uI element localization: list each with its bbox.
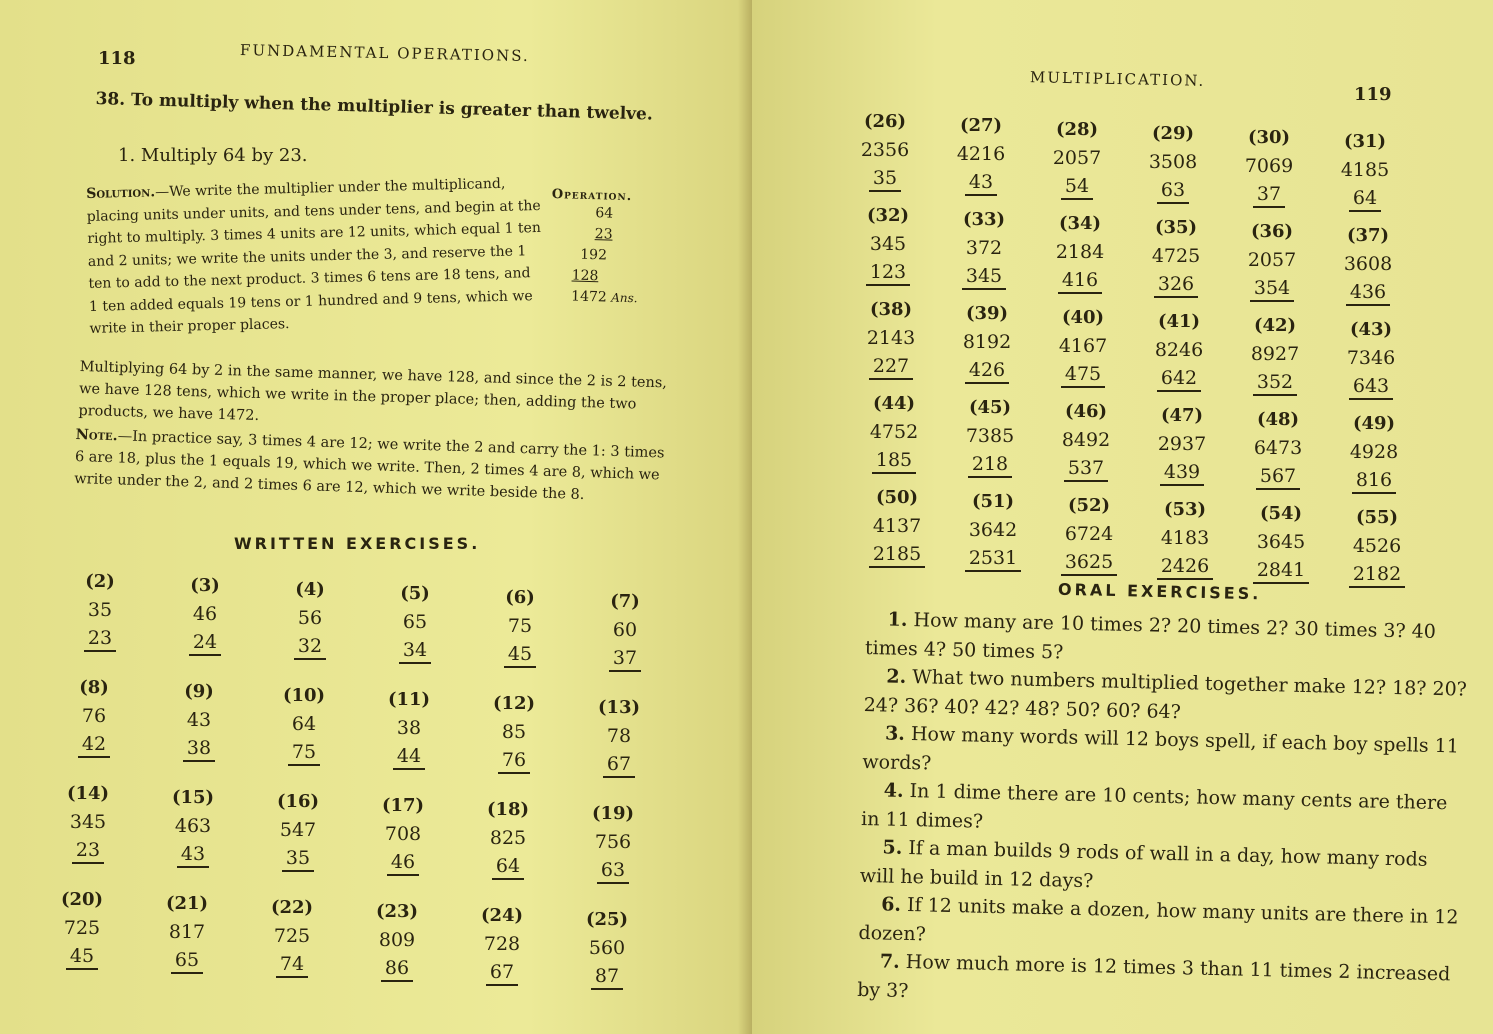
multiplicand: 2937 (1157, 433, 1207, 455)
multiplier: 43 (177, 843, 209, 868)
multiplier: 75 (288, 741, 320, 766)
multiplicand: 2057 (1052, 147, 1102, 169)
multiplier: 54 (1061, 175, 1093, 200)
oral-exercise-text: If 12 units make a dozen, how many units are there in 12 dozen? (858, 894, 1459, 945)
exercise-number: (18) (486, 799, 530, 820)
multiplier: 87 (591, 965, 623, 990)
multiplicand: 6473 (1253, 437, 1303, 459)
multiplier: 326 (1154, 273, 1198, 298)
multiplicand: 825 (489, 827, 527, 849)
exercise-problem (363, 792, 443, 876)
exercise-problem (375, 580, 455, 664)
exercise-problem (1334, 410, 1414, 494)
multiplicand: 46 (192, 603, 218, 625)
oral-exercise-number: 4. (883, 779, 904, 802)
multiplicand: 4725 (1151, 245, 1201, 267)
running-head: FUNDAMENTAL OPERATIONS. (239, 40, 530, 66)
answer-suffix: Ans. (611, 290, 638, 306)
exercise-number: (4) (295, 579, 325, 600)
oral-exercise-number: 6. (880, 893, 902, 916)
exercise-problem (1046, 398, 1126, 482)
exercise-problem (1043, 304, 1123, 388)
exercise-number: (46) (1064, 401, 1108, 422)
multiplier: 76 (498, 749, 530, 774)
multiplier: 352 (1253, 371, 1297, 396)
multiplier: 439 (1160, 461, 1204, 486)
oral-exercise-number: 5. (882, 836, 903, 859)
exercise-problem (252, 894, 332, 978)
exercise-number: (29) (1151, 123, 1195, 144)
exercise-number: (40) (1061, 307, 1105, 328)
exercise-problem (848, 202, 928, 286)
exercise-number: (21) (165, 893, 209, 914)
multiplicand: 345 (69, 811, 107, 833)
exercise-problem (857, 484, 937, 568)
operation-label: Operation. (551, 187, 633, 205)
exercise-number: (54) (1259, 503, 1303, 524)
multiplicand: 725 (273, 925, 311, 947)
exercise-problem (462, 902, 542, 986)
exercise-problem (258, 788, 338, 872)
exercise-number: (3) (190, 575, 220, 596)
multiplicand: 6724 (1064, 523, 1114, 545)
multiplier: 45 (66, 945, 98, 970)
multiplicand: 38 (396, 717, 422, 739)
exercise-number: (41) (1157, 311, 1201, 332)
oral-exercise-text: How much more is 12 times 3 than 11 times 2 increased by 3? (857, 950, 1451, 1002)
exercise-problem (1325, 128, 1405, 212)
multiplicand: 85 (501, 721, 527, 743)
oral-exercise-text: How many words will 12 boys spell, if each boy spells 11 words? (862, 723, 1460, 775)
multiplicand: 728 (483, 933, 521, 955)
multiplier: 567 (1256, 465, 1300, 490)
multiplier: 227 (869, 355, 913, 380)
multiplicand: 65 (402, 611, 428, 633)
multiplier: 123 (866, 261, 910, 286)
exercise-problem (950, 394, 1030, 478)
oral-exercise-text: If a man builds 9 rods of wall in a day, how many rods will he build in 12 days? (859, 837, 1428, 892)
multiplier: 45 (504, 643, 536, 668)
exercise-problem (1142, 402, 1222, 486)
exercise-problem (845, 108, 925, 192)
multiplier: 475 (1061, 363, 1105, 388)
exercise-number: (9) (184, 681, 214, 702)
multiplier: 23 (72, 839, 104, 864)
operation-line: 23 (594, 226, 613, 243)
exercise-number: (17) (381, 795, 425, 816)
multiplicand: 8246 (1154, 339, 1204, 361)
multiplicand: 64 (291, 713, 317, 735)
multiplier: 63 (597, 859, 629, 884)
multiplier: 35 (282, 847, 314, 872)
oral-exercises-list (857, 605, 1472, 1018)
exercise-problem (579, 694, 659, 778)
multiplier: 436 (1346, 281, 1390, 306)
exercise-problem (147, 890, 227, 974)
multiplicand: 2143 (866, 327, 916, 349)
multiplier: 2182 (1349, 563, 1405, 588)
exercise-number: (35) (1154, 217, 1198, 238)
multiplicand: 372 (965, 237, 1003, 259)
multiplicand: 708 (384, 823, 422, 845)
exercise-number: (22) (270, 897, 314, 918)
exercise-problem (264, 682, 344, 766)
multiplicand: 809 (378, 929, 416, 951)
exercise-number: (24) (480, 905, 524, 926)
exercise-problem (48, 780, 128, 864)
exercise-problem (1133, 120, 1213, 204)
exercise-problem (1049, 492, 1129, 576)
exercise-problem (1229, 124, 1309, 208)
exercise-number: (53) (1163, 499, 1207, 520)
problem-statement: 1. Multiply 64 by 23. (118, 145, 308, 166)
multiplicand: 560 (588, 937, 626, 959)
oral-exercise-text: In 1 dime there are 10 cents; how many cents are there in 11 dimes? (860, 780, 1448, 833)
multiplicand: 4137 (872, 515, 922, 537)
multiplicand: 756 (594, 831, 632, 853)
exercise-problem (369, 686, 449, 770)
multiplier: 42 (78, 733, 110, 758)
exercise-problem (159, 678, 239, 762)
exercise-number: (2) (85, 571, 115, 592)
exercise-problem (1328, 222, 1408, 306)
operation-block (549, 187, 652, 310)
section-heading: 38. To multiply when the multiplier is greater than twelve. (95, 88, 654, 125)
exercise-number: (52) (1067, 495, 1111, 516)
exercise-number: (11) (387, 689, 431, 710)
multiplicand: 60 (612, 619, 638, 641)
multiplicand: 8192 (962, 331, 1012, 353)
oral-exercise-number: 1. (887, 608, 908, 631)
oral-exercise-text: What two numbers multiplied together make 12? 18? 20? 24? 36? 40? 42? 48? 50? 60? 64? (863, 666, 1468, 723)
exercise-number: (12) (492, 693, 536, 714)
multiplicand: 3645 (1256, 531, 1306, 553)
multiplier: 67 (486, 961, 518, 986)
exercise-number: (42) (1253, 315, 1297, 336)
exercise-number: (33) (962, 209, 1006, 230)
multiplier: 63 (1157, 179, 1189, 204)
exercise-number: (37) (1346, 225, 1390, 246)
multiplier: 65 (171, 949, 203, 974)
multiplicand: 4185 (1340, 159, 1390, 181)
multiplier: 2531 (965, 547, 1021, 572)
exercise-problem (1241, 500, 1321, 584)
operation-line: 128 (571, 267, 599, 285)
exercise-problem (1139, 308, 1219, 392)
exercise-problem (1145, 496, 1225, 580)
multiplicand: 2356 (860, 139, 910, 161)
exercise-problem (851, 296, 931, 380)
multiplier: 46 (387, 851, 419, 876)
oral-exercises-title: ORAL EXERCISES. (1057, 579, 1262, 604)
exercise-problem (60, 568, 140, 652)
exercise-number: (10) (282, 685, 326, 706)
exercise-number: (30) (1247, 127, 1291, 148)
multiplicand: 345 (869, 233, 907, 255)
multiplier: 3625 (1061, 551, 1117, 576)
multiplicand: 76 (81, 705, 107, 727)
note-text: —In practice say, 3 times 4 are 12; we write the 2 and carry the 1: 3 times 6 are 18, plus the 1 equals 19, which we write. Then, 2 times 4 are 8, which we write under the 2, and 2 times 6 are 12, which we write beside the 8. (74, 428, 665, 504)
exercise-number: (55) (1355, 507, 1399, 528)
multiplicand: 725 (63, 917, 101, 939)
multiplier: 38 (183, 737, 215, 762)
exercise-number: (51) (971, 491, 1015, 512)
oral-exercise-number: 7. (879, 950, 901, 973)
exercise-number: (7) (610, 591, 640, 612)
multiplicand: 7385 (965, 425, 1015, 447)
multiplicand: 8492 (1061, 429, 1111, 451)
exercise-number: (14) (66, 783, 110, 804)
multiplicand: 2057 (1247, 249, 1297, 271)
multiplier: 64 (492, 855, 524, 880)
exercise-problem (1331, 316, 1411, 400)
multiplicand: 4752 (869, 421, 919, 443)
operation-line: 192 (580, 246, 608, 264)
exercise-problem (854, 390, 934, 474)
multiplicand: 7069 (1244, 155, 1294, 177)
exercise-number: (23) (375, 901, 419, 922)
exercise-number: (32) (866, 205, 910, 226)
note-label: Note. (75, 425, 118, 445)
multiplier: 35 (869, 167, 901, 192)
exercise-number: (20) (60, 889, 104, 910)
multiplier: 34 (399, 639, 431, 664)
note-paragraph (74, 424, 668, 509)
operation-result: 1472 (570, 288, 607, 306)
multiplier: 74 (276, 953, 308, 978)
multiplicand: 2184 (1055, 241, 1105, 263)
multiplier: 416 (1058, 269, 1102, 294)
multiplicand: 43 (186, 709, 212, 731)
multiplier: 32 (294, 635, 326, 660)
multiplying-paragraph: Multiplying 64 by 2 in the same manner, we have 128, and since the 2 is 2 tens, we have 128 tens, which we write in the proper place; then, adding the two products, we have 1472. (78, 358, 668, 425)
multiplicand: 4183 (1160, 527, 1210, 549)
multiplier: 2841 (1253, 559, 1309, 584)
page-number: 118 (98, 48, 136, 69)
exercise-problem (1040, 210, 1120, 294)
exercise-problem (474, 690, 554, 774)
multiplicand: 56 (297, 607, 323, 629)
multiplier: 2185 (869, 543, 925, 568)
multiplicand: 78 (606, 725, 632, 747)
exercise-problem (573, 800, 653, 884)
multiplicand: 3608 (1343, 253, 1393, 275)
exercise-problem (270, 576, 350, 660)
page-number: 119 (1354, 84, 1392, 105)
exercise-problem (357, 898, 437, 982)
oral-exercise-number: 2. (886, 665, 907, 688)
multiplier: 43 (965, 171, 997, 196)
exercise-number: (25) (585, 909, 629, 930)
multiplicand: 547 (279, 819, 317, 841)
multiplicand: 4216 (956, 143, 1006, 165)
multiplier: 354 (1250, 277, 1294, 302)
exercise-problem (941, 112, 1021, 196)
multiplier: 185 (872, 449, 916, 474)
exercise-problem (947, 300, 1027, 384)
exercise-number: (8) (79, 677, 109, 698)
multiplicand: 8927 (1250, 343, 1300, 365)
multiplicand: 3508 (1148, 151, 1198, 173)
multiplicand: 7346 (1346, 347, 1396, 369)
exercise-number: (49) (1352, 413, 1396, 434)
multiplier: 537 (1064, 457, 1108, 482)
exercise-number: (34) (1058, 213, 1102, 234)
exercise-number: (26) (863, 111, 907, 132)
solution-text: —We write the multiplier under the multiplicand, placing units under units, and tens under tens, and begin at the right to multiply. 3 times 4 units are 12 units, which equal 1 ten and 2 units; we write the units under the 3, and reserve the 1 ten to add to the next product. 3 times 6 tens are 18 tens, and 1 ten added equals 19 tens or 1 hundred and 9 tens, which we write in their proper places. (86, 175, 542, 337)
multiplier: 345 (962, 265, 1006, 290)
multiplier: 24 (189, 631, 221, 656)
multiplier: 2426 (1157, 555, 1213, 580)
multiplier: 64 (1349, 187, 1381, 212)
exercise-number: (47) (1160, 405, 1204, 426)
multiplier: 643 (1349, 375, 1393, 400)
exercise-problem (42, 886, 122, 970)
exercise-number: (31) (1343, 131, 1387, 152)
multiplier: 86 (381, 957, 413, 982)
operation-line: 64 (595, 205, 614, 222)
exercise-number: (19) (591, 803, 635, 824)
multiplier: 23 (84, 627, 116, 652)
exercise-problem (1337, 504, 1417, 588)
exercise-number: (6) (505, 587, 535, 608)
exercise-problem (1037, 116, 1117, 200)
exercise-number: (50) (875, 487, 919, 508)
exercise-problem (480, 584, 560, 668)
exercise-number: (45) (968, 397, 1012, 418)
oral-exercise-number: 3. (884, 722, 906, 745)
running-head: MULTIPLICATION. (1029, 68, 1206, 90)
exercise-number: (43) (1349, 319, 1393, 340)
multiplicand: 3642 (968, 519, 1018, 541)
exercise-problem (54, 674, 134, 758)
multiplier: 816 (1352, 469, 1396, 494)
exercise-number: (38) (869, 299, 913, 320)
multiplier: 642 (1157, 367, 1201, 392)
exercise-number: (13) (597, 697, 641, 718)
exercise-number: (36) (1250, 221, 1294, 242)
multiplier: 426 (965, 359, 1009, 384)
solution-label: Solution. (86, 184, 156, 202)
exercise-problem (585, 588, 665, 672)
exercise-number: (39) (965, 303, 1009, 324)
exercise-problem (1235, 312, 1315, 396)
multiplier: 37 (609, 647, 641, 672)
exercise-number: (48) (1256, 409, 1300, 430)
solution-paragraph (86, 172, 545, 341)
exercise-number: (27) (959, 115, 1003, 136)
written-exercises-title: WRITTEN EXERCISES. (234, 534, 481, 553)
exercise-number: (15) (171, 787, 215, 808)
multiplicand: 817 (168, 921, 206, 943)
exercise-number: (44) (872, 393, 916, 414)
exercise-problem (944, 206, 1024, 290)
multiplier: 37 (1253, 183, 1285, 208)
multiplicand: 75 (507, 615, 533, 637)
multiplicand: 4928 (1349, 441, 1399, 463)
exercise-problem (953, 488, 1033, 572)
exercise-problem (1136, 214, 1216, 298)
exercise-number: (28) (1055, 119, 1099, 140)
multiplicand: 4167 (1058, 335, 1108, 357)
multiplicand: 463 (174, 815, 212, 837)
oral-exercise-text: How many are 10 times 2? 20 times 2? 30 times 3? 40 times 4? 50 times 5? (864, 609, 1437, 663)
exercise-problem (165, 572, 245, 656)
multiplicand: 4526 (1352, 535, 1402, 557)
exercise-number: (16) (276, 791, 320, 812)
exercise-problem (567, 906, 647, 990)
multiplicand: 35 (87, 599, 113, 621)
exercise-problem (153, 784, 233, 868)
exercise-problem (1232, 218, 1312, 302)
multiplier: 44 (393, 745, 425, 770)
exercise-problem (468, 796, 548, 880)
multiplier: 218 (968, 453, 1012, 478)
exercise-problem (1238, 406, 1318, 490)
exercise-number: (5) (400, 583, 430, 604)
multiplier: 67 (603, 753, 635, 778)
